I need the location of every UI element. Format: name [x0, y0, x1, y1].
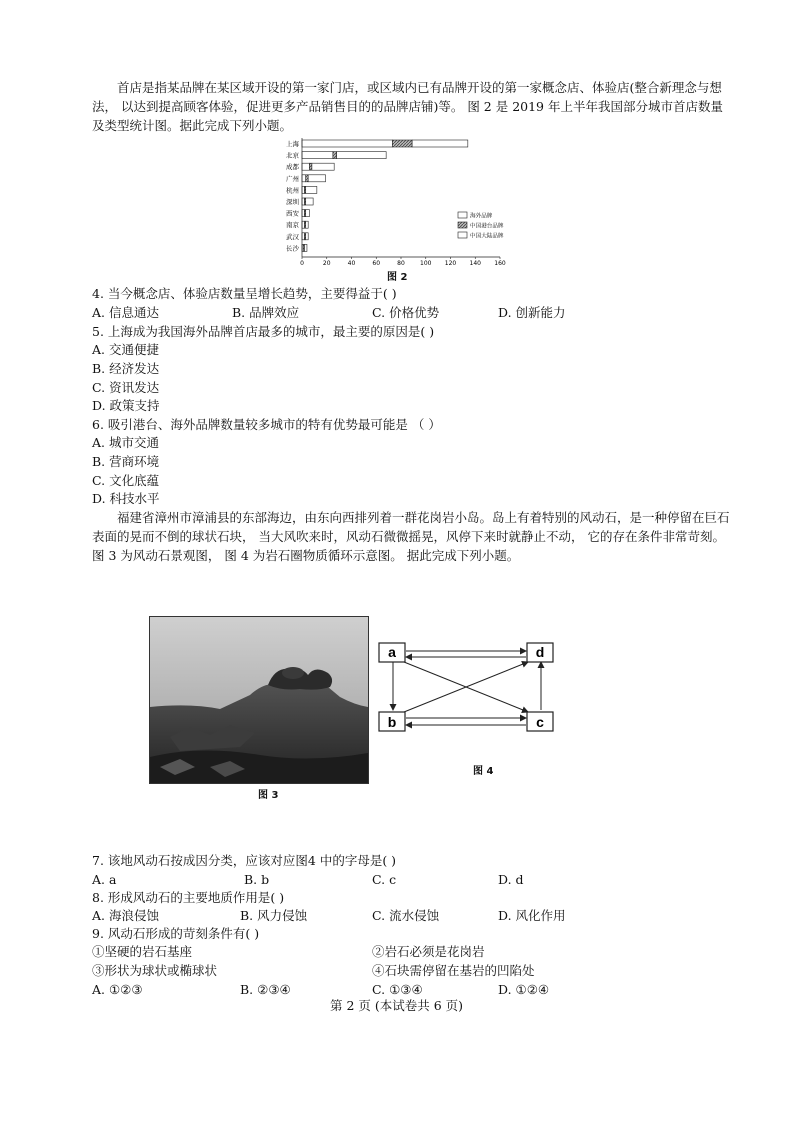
q4-option-b: B. 品牌效应: [232, 305, 300, 320]
q5-option-d: D. 政策支持: [92, 398, 160, 413]
q8-option-b: B. 风力侵蚀: [240, 908, 308, 923]
q8-option-d: D. 风化作用: [498, 908, 566, 923]
intro-paragraph: 首店是指某品牌在某区域开设的第一家门店，或区域内已有品牌开设的第一家概念店、体验店(整合新理念与想法， 以达到提高顾客体验，促进更多产品销售目的的品牌店铺)等。 图 2 是 2019 年上半年我国部分城市首店数量及类型统计图。据此完成下列小题。: [92, 80, 723, 133]
bar-segment: [306, 221, 308, 228]
bar-segment: [306, 175, 308, 182]
category-label: 西安: [286, 209, 299, 218]
rock-cycle-diagram: [376, 640, 566, 740]
q4-option-d: D. 创新能力: [498, 305, 566, 320]
q7-option-a: A. a: [92, 872, 117, 887]
node-b-label: b: [387, 714, 397, 730]
rock-cycle-svg: [376, 640, 566, 740]
legend-label: 中国港台品牌: [470, 223, 504, 230]
bar-segment: [302, 163, 309, 170]
x-tick-label: 40: [347, 260, 356, 267]
bar-segment: [306, 198, 313, 205]
wind-rock-photo: [149, 616, 369, 784]
x-tick-label: 20: [322, 260, 331, 267]
page-footer: 第 2 页 (本试卷共 6 页): [329, 998, 464, 1013]
fig3-caption: 图 3: [258, 790, 279, 801]
bar-segment: [306, 210, 310, 217]
bar-segment: [302, 140, 392, 147]
q5-option-b: B. 经济发达: [92, 361, 160, 376]
category-label: 广州: [286, 174, 299, 183]
q7-option-c: C. c: [372, 872, 397, 887]
q9-option-d: D. ①②④: [498, 982, 550, 997]
x-tick-label: 160: [494, 260, 506, 267]
q7-option-b: B. b: [244, 872, 270, 887]
bar-segment: [306, 186, 317, 193]
q6-option-b: B. 营商环境: [92, 454, 160, 469]
bar-segment: [309, 163, 311, 170]
legend-swatch: [458, 212, 467, 218]
wind-rock-image: [150, 617, 368, 783]
bar-segment: [302, 198, 304, 205]
category-label: 成都: [286, 163, 299, 172]
first-store-chart: [280, 134, 520, 282]
legend-swatch: [458, 232, 467, 238]
x-tick-label: 140: [469, 260, 481, 267]
bar-segment: [302, 175, 306, 182]
q8-option-c: C. 流水侵蚀: [372, 908, 440, 923]
node-c-label: c: [536, 714, 544, 730]
q5-stem: 5. 上海成为我国海外品牌首店最多的城市，最主要的原因是( ): [92, 324, 435, 339]
legend-label: 中国大陆品牌: [470, 233, 504, 240]
q6-option-a: A. 城市交通: [92, 435, 159, 450]
q9-option-a: A. ①②③: [92, 982, 143, 997]
bar-segment: [392, 140, 412, 147]
q4-option-c: C. 价格优势: [372, 305, 440, 320]
x-tick-label: 80: [397, 260, 405, 267]
q6-option-c: C. 文化底蕴: [92, 473, 160, 488]
node-a-label: a: [388, 644, 396, 660]
chart-svg: [280, 134, 520, 282]
bar-segment: [312, 163, 334, 170]
bar-segment: [333, 152, 337, 159]
category-label: 上海: [286, 140, 299, 148]
bar-segment: [412, 140, 468, 147]
q9-option-b: B. ②③④: [240, 982, 291, 997]
category-label: 长沙: [286, 244, 299, 253]
bar-segment: [302, 221, 304, 228]
x-tick-label: 0: [300, 260, 304, 267]
bar-segment: [302, 186, 304, 193]
legend-swatch: [458, 222, 467, 228]
q6-stem: 6. 吸引港台、海外品牌数量较多城市的特有优势最可能是 （ ）: [92, 417, 441, 432]
x-tick-label: 60: [372, 260, 381, 267]
q8-stem: 8. 形成风动石的主要地质作用是( ): [92, 890, 285, 905]
category-label: 杭州: [286, 186, 299, 195]
q4-stem: 4. 当今概念店、体验店数量呈增长趋势，主要得益于( ): [92, 286, 397, 301]
q8-option-a: A. 海浪侵蚀: [92, 908, 159, 923]
x-tick-label: 120: [444, 260, 457, 267]
category-label: 深圳: [286, 198, 299, 206]
bar-segment: [308, 175, 325, 182]
q7-stem: 7. 该地风动石按成因分类，应该对应图4 中的字母是( ): [92, 853, 397, 868]
q9-condition-2: ②岩石必须是花岗岩: [372, 944, 485, 959]
fig2-caption: 图 2: [387, 272, 408, 283]
category-label: 南京: [286, 221, 299, 230]
legend-label: 海外品牌: [470, 213, 493, 220]
passage-2: 福建省漳州市漳浦县的东部海边，由东向西排列着一群花岗岩小岛。岛上有着特别的风动石，是一种停留在巨石表面的晃而不倒的球状石块， 当大风吹来时，风动石微微摇晃，风停下来时就静止不动， 它的存在条件非常苛刻。 图 3 为风动石景观图， 图 4 为岩石圈物质循环示意图。 据此完成下列小题。: [92, 510, 730, 563]
q5-option-c: C. 资讯发达: [92, 380, 160, 395]
q7-option-d: D. d: [498, 872, 524, 887]
q9-condition-4: ④石块需停留在基岩的凹陷处: [372, 963, 535, 978]
q9-condition-1: ①坚硬的岩石基座: [92, 944, 193, 959]
bar-segment: [302, 152, 333, 159]
bar-segment: [302, 210, 304, 217]
bar-segment: [302, 233, 304, 240]
q9-condition-3: ③形状为球状或椭球状: [92, 963, 218, 978]
q6-option-d: D. 科技水平: [92, 491, 160, 506]
q5-option-a: A. 交通便捷: [92, 342, 159, 357]
q9-option-c: C. ①③④: [372, 982, 423, 997]
q4-option-a: A. 信息通达: [92, 305, 159, 320]
bar-segment: [337, 152, 387, 159]
category-label: 北京: [286, 151, 299, 160]
bar-segment: [306, 233, 308, 240]
fig4-caption: 图 4: [473, 766, 494, 777]
node-d-label: d: [535, 644, 545, 660]
category-label: 武汉: [286, 232, 299, 241]
bar-segment: [304, 244, 306, 251]
q9-stem: 9. 风动石形成的苛刻条件有( ): [92, 926, 260, 941]
x-tick-label: 100: [420, 260, 432, 267]
